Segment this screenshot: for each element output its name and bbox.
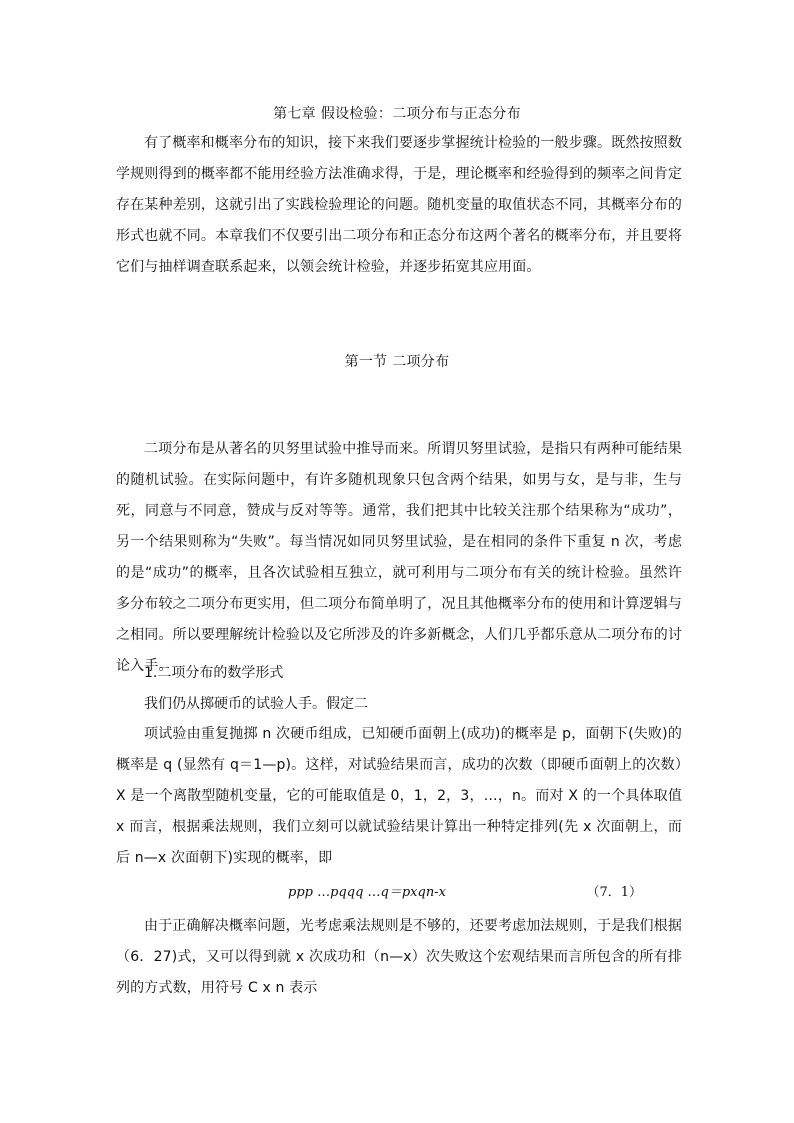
chapter-title: 第七章 假设检验：二项分布与正态分布 xyxy=(273,106,521,122)
section-title: 第一节 二项分布 xyxy=(344,354,450,370)
paragraph-line: 我们仍从掷硬币的试验人手。假定二 xyxy=(144,696,368,712)
intro-paragraph: 有了概率和概率分布的知识，接下来我们要逐步掌握统计检验的一般步骤。既然按照数学规则得到的概率都不能用经验方法准确求得，于是，理论概率和经验得到的频率之间肯定存在某种差别，这就引出了实践检验理论的问题。随机变量的取值状态不同，其概率分布的形式也就不同。本章我们不仅要引出二项分布和正态分布这两个著名的概率分布，并且要将它们与抽样调查联系起来，以领会统计检验，并逐步拓宽其应用面。 xyxy=(116,135,682,275)
subheading: 1.二项分布的数学形式 xyxy=(144,665,284,681)
formula-number: （7．1） xyxy=(586,885,642,900)
section-paragraph: 二项分布是从著名的贝努里试验中推导而来。所谓贝努里试验，是指只有两种可能结果的随机试验。在实际问题中，有许多随机现象只包含两个结果，如男与女，是与非，生与死，同意与不同意，赞成与反对等等。通常，我们把其中比较关注那个结果称为“成功”，另一个结果则称为“失败”。每当情况如同贝努里试验，是在相同的条件下重复 n 次，考虑的是“成功”的概率，且各次试验相互独立，就可利用与二项分布有关的统计检验。虽然许多分布较之二项分布更实用，但二项分布简单明了，况且其他概率分布的使用和计算逻辑与之相同。所以要理解统计检验以及它所涉及的许多新概念，人们几乎都乐意从二项分布的讨论入手。 xyxy=(116,441,682,674)
formula-7-1 xyxy=(116,881,682,905)
paragraph-binomial-definition: 项试验由重复抛掷 n 次硬币组成，已知硬币面朝上(成功)的概率是 p，面朝下(失败)的概率是 q (显然有 q＝1—p)。这样，对试验结果而言，成功的次数（即硬币面朝上的次数）X 是一个离散型随机变量，它的可能取值是 0，1，2，3，…，n。而对 X 的一个具体取值 x 而言，根据乘法规则，我们立刻可以就试验结果计算出一种特定排列(先 x 次面朝上，而后 n—x 次面朝下)实现的概率，即 xyxy=(116,726,682,866)
paragraph-combinations: 由于正确解决概率问题，光考虑乘法规则是不够的，还要考虑加法规则，于是我们根据（6．27)式，又可以得到就 x 次成功和（n—x）次失败这个宏观结果而言所包含的所有排列的方式数，用符号 C x n 表示 xyxy=(116,918,682,996)
formula-expression: ppp …pqqq …q＝pxqn-x xyxy=(288,885,446,900)
